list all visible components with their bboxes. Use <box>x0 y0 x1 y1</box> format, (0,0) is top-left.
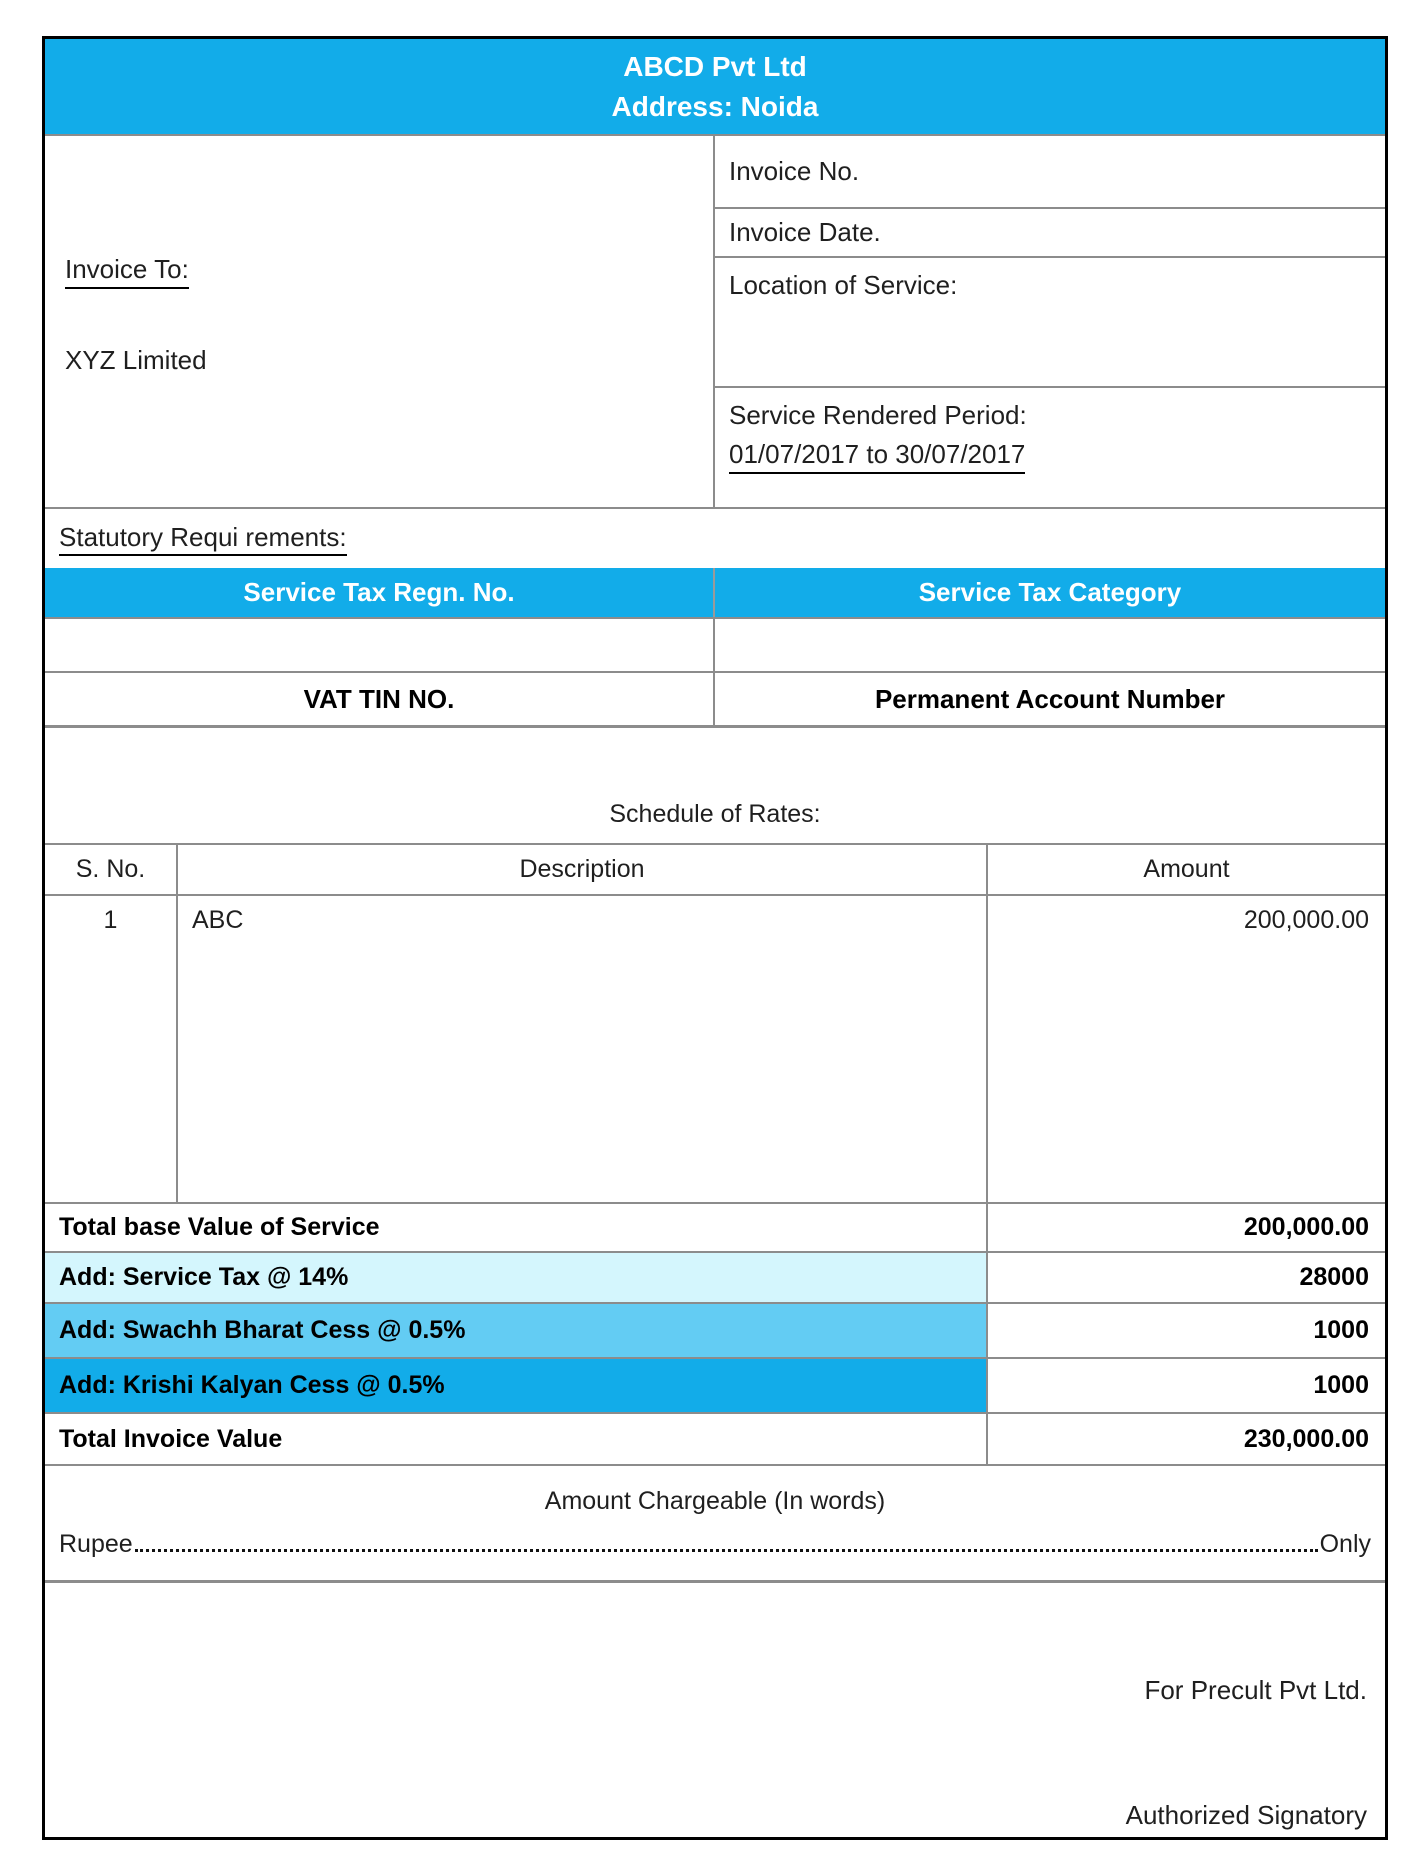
total-base-label: Total base Value of Service <box>45 1204 988 1251</box>
totals-row-0 <box>45 1204 1385 1253</box>
top-info-section <box>45 136 1385 509</box>
statutory-heading-text: Statutory Requi rements: <box>59 522 347 556</box>
invoice-to-cell <box>45 136 715 507</box>
row-sno: 1 <box>45 896 178 1202</box>
total-invoice-label: Total Invoice Value <box>45 1414 988 1464</box>
field-location-of-service <box>715 258 1385 387</box>
statutory-values-row <box>45 619 1385 673</box>
only-suffix: Only <box>1319 1530 1371 1558</box>
authorized-signatory-text: Authorized Signatory <box>1125 1800 1367 1830</box>
location-of-service-label: Location of Service: <box>729 270 958 301</box>
invoice-document <box>42 36 1388 1840</box>
service-tax-label: Add: Service Tax @ 14% <box>45 1253 988 1302</box>
col-header-amount: Amount <box>1143 855 1230 883</box>
row-description: ABC <box>178 896 988 1202</box>
invoice-no-label: Invoice No. <box>729 155 860 186</box>
amount-chargeable-title: Amount Chargeable (In words) <box>544 1487 886 1515</box>
schedule-title <box>45 728 1385 843</box>
schedule-title-text: Schedule of Rates: <box>609 800 821 828</box>
field-invoice-date <box>715 209 1385 259</box>
company-header-band <box>45 39 1385 136</box>
krishi-kalyan-cess-value: 1000 <box>988 1359 1385 1412</box>
invoice-to-label: Invoice To: <box>65 254 189 289</box>
totals-row-3 <box>45 1359 1385 1414</box>
field-invoice-no <box>715 136 1385 209</box>
invoice-date-label: Invoice Date. <box>729 216 881 247</box>
col-header-description: Description <box>178 845 988 894</box>
total-base-value: 200,000.00 <box>988 1204 1385 1251</box>
service-tax-value: 28000 <box>988 1253 1385 1302</box>
for-company-text: For Precult Pvt Ltd. <box>1144 1675 1367 1705</box>
statutory-heading <box>45 509 1385 568</box>
service-tax-category-value <box>715 619 1385 671</box>
company-address: Address: Noida <box>611 90 819 122</box>
schedule-header-row <box>45 843 1385 896</box>
amount-in-words-section <box>45 1466 1385 1583</box>
dotted-leader <box>135 1549 1318 1552</box>
totals-row-4 <box>45 1414 1385 1466</box>
field-service-period <box>715 388 1385 507</box>
rupee-line <box>59 1530 1371 1559</box>
schedule-data-row <box>45 896 1385 1204</box>
service-period-value: 01/07/2017 to 30/07/2017 <box>729 439 1025 474</box>
swachh-bharat-cess-label: Add: Swachh Bharat Cess @ 0.5% <box>45 1304 988 1357</box>
vat-tin-label: VAT TIN NO. <box>45 673 715 725</box>
rupee-prefix: Rupee <box>59 1530 133 1558</box>
invoice-to-name: XYZ Limited <box>65 345 207 375</box>
service-tax-regn-header: Service Tax Regn. No. <box>45 568 715 617</box>
statutory-header-row <box>45 568 1385 619</box>
totals-row-1 <box>45 1253 1385 1304</box>
row-amount: 200,000.00 <box>1243 906 1369 934</box>
service-tax-category-header: Service Tax Category <box>918 577 1182 607</box>
pan-label: Permanent Account Number <box>874 683 1226 714</box>
swachh-bharat-cess-value: 1000 <box>988 1304 1385 1357</box>
vat-pan-row <box>45 673 1385 728</box>
totals-row-2 <box>45 1304 1385 1359</box>
total-invoice-value: 230,000.00 <box>988 1414 1385 1464</box>
col-header-sno: S. No. <box>45 845 178 894</box>
company-name: ABCD Pvt Ltd <box>623 50 807 82</box>
service-tax-regn-value <box>45 619 715 671</box>
invoice-meta-fields <box>715 136 1385 507</box>
service-period-label: Service Rendered Period: <box>729 399 1027 430</box>
signature-section <box>45 1583 1385 1841</box>
krishi-kalyan-cess-label: Add: Krishi Kalyan Cess @ 0.5% <box>45 1359 988 1412</box>
